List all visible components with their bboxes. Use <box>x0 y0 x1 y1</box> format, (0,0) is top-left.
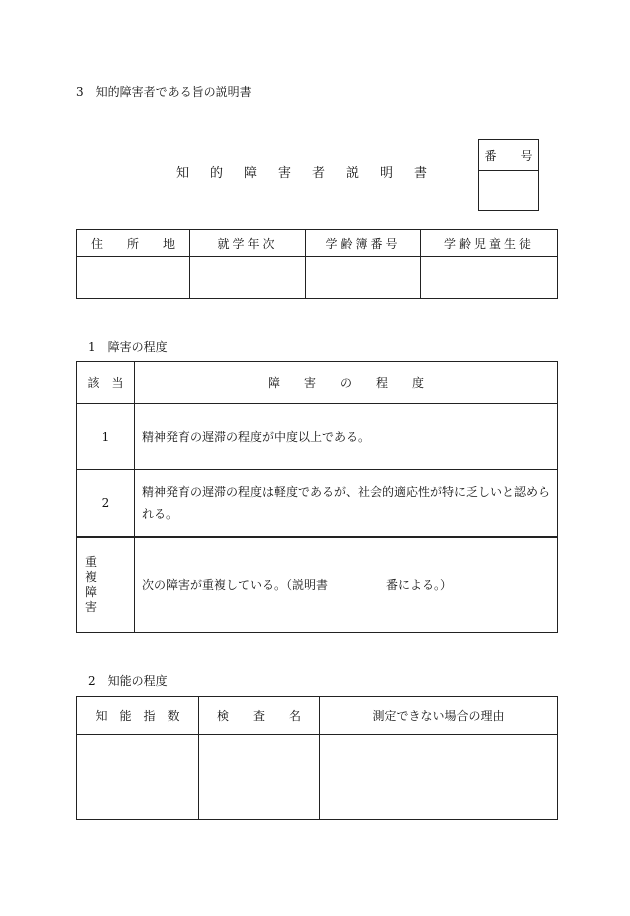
overlap-label <box>77 537 135 633</box>
document-title: 知 的 障 害 者 説 明 書 <box>176 166 432 181</box>
overlap-label-line1: 重 複 <box>85 554 122 584</box>
overlap-label-line2: 障 害 <box>85 584 122 614</box>
info-table <box>76 229 558 299</box>
overlap-text-pre: 次の障害が重複している。（説明書 <box>142 578 329 593</box>
info-header-register-number: 学齢簿番号 <box>306 230 421 257</box>
cell-iq[interactable] <box>77 735 199 820</box>
info-header-address: 住 所 地 <box>77 230 190 257</box>
row1-number: 1 <box>77 404 135 470</box>
header-reason: 測定できない場合の理由 <box>320 697 558 735</box>
info-header-student: 学齢児童生徒 <box>421 230 558 257</box>
info-cell-student[interactable] <box>421 257 558 299</box>
number-box-value[interactable] <box>479 171 539 211</box>
info-header-school-year: 就学年次 <box>190 230 306 257</box>
info-cell-school-year[interactable] <box>190 257 306 299</box>
row2-number: 2 <box>77 470 135 537</box>
cell-reason[interactable] <box>320 735 558 820</box>
disability-degree-table <box>76 361 558 633</box>
info-cell-register-number[interactable] <box>306 257 421 299</box>
number-box-label: 番 号 <box>479 140 539 171</box>
row2-description: 精神発育の遅滞の程度は軽度であるが、社会的適応性が特に乏しいと認められる。 <box>135 470 558 537</box>
info-cell-address[interactable] <box>77 257 190 299</box>
header-applicable: 該 当 <box>77 362 135 404</box>
cell-test-name[interactable] <box>199 735 320 820</box>
section2-title: 2 知能の程度 <box>88 674 168 688</box>
header-test-name: 検 査 名 <box>199 697 320 735</box>
row1-description: 精神発育の遅滞の程度が中度以上である。 <box>135 404 558 470</box>
section1-title: 1 障害の程度 <box>88 340 168 354</box>
header-degree: 障 害 の 程 度 <box>135 362 558 404</box>
overlap-text-post: 番による。） <box>386 578 453 593</box>
intelligence-table <box>76 696 558 820</box>
number-box <box>478 139 539 211</box>
overlap-description <box>135 537 558 633</box>
header-iq: 知 能 指 数 <box>77 697 199 735</box>
section-heading: 3 知的障害者である旨の説明書 <box>76 85 252 99</box>
